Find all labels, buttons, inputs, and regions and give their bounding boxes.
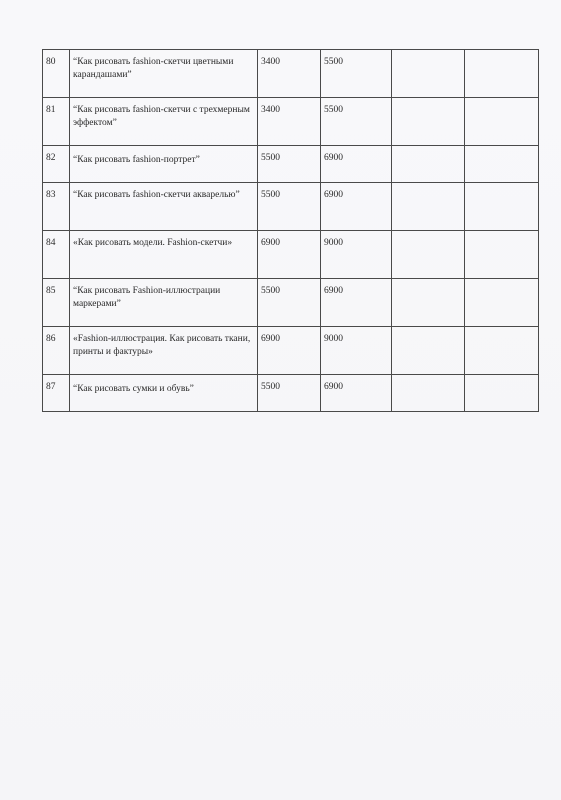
empty-cell [392,98,465,146]
price-cell: 5500 [321,98,392,146]
table-row [43,375,539,412]
price-cell: 6900 [321,183,392,231]
price-cell: 6900 [321,279,392,327]
price-cell: 5500 [258,183,321,231]
row-number: 81 [43,98,70,146]
empty-cell [465,183,539,231]
table-row [43,98,539,146]
empty-cell [392,50,465,98]
price-cell: 5500 [258,146,321,183]
empty-cell [465,375,539,412]
course-title: «Как рисовать модели. Fashion-скетчи» [70,231,258,279]
empty-cell [465,327,539,375]
course-title: “Как рисовать fashion-скетчи акварелью” [70,183,258,231]
row-number: 80 [43,50,70,98]
price-cell: 6900 [321,375,392,412]
empty-cell [465,50,539,98]
table-row [43,50,539,98]
empty-cell [392,146,465,183]
empty-cell [465,279,539,327]
table-row [43,146,539,183]
price-table [42,49,539,412]
price-cell: 6900 [321,146,392,183]
course-title: “Как рисовать сумки и обувь” [70,375,258,412]
empty-cell [465,146,539,183]
row-number: 87 [43,375,70,412]
price-cell: 5500 [321,50,392,98]
price-cell: 3400 [258,50,321,98]
empty-cell [392,327,465,375]
table-row [43,327,539,375]
price-cell: 3400 [258,98,321,146]
price-cell: 6900 [258,327,321,375]
row-number: 82 [43,146,70,183]
price-cell: 6900 [258,231,321,279]
price-cell: 9000 [321,231,392,279]
empty-cell [392,231,465,279]
table-row [43,231,539,279]
price-cell: 5500 [258,375,321,412]
course-title: “Как рисовать fashion-скетчи цветными карандашами” [70,50,258,98]
table-row [43,183,539,231]
course-title: «Fashion-иллюстрация. Как рисовать ткани, принты и фактуры» [70,327,258,375]
empty-cell [465,231,539,279]
price-cell: 9000 [321,327,392,375]
course-title: “Как рисовать fashion-портрет” [70,146,258,183]
empty-cell [392,183,465,231]
course-title: “Как рисовать fashion-скетчи с трехмерным эффектом” [70,98,258,146]
row-number: 85 [43,279,70,327]
empty-cell [392,279,465,327]
empty-cell [392,375,465,412]
row-number: 83 [43,183,70,231]
course-title: “Как рисовать Fashion-иллюстрации маркерами” [70,279,258,327]
price-cell: 5500 [258,279,321,327]
row-number: 84 [43,231,70,279]
table-row [43,279,539,327]
empty-cell [465,98,539,146]
row-number: 86 [43,327,70,375]
